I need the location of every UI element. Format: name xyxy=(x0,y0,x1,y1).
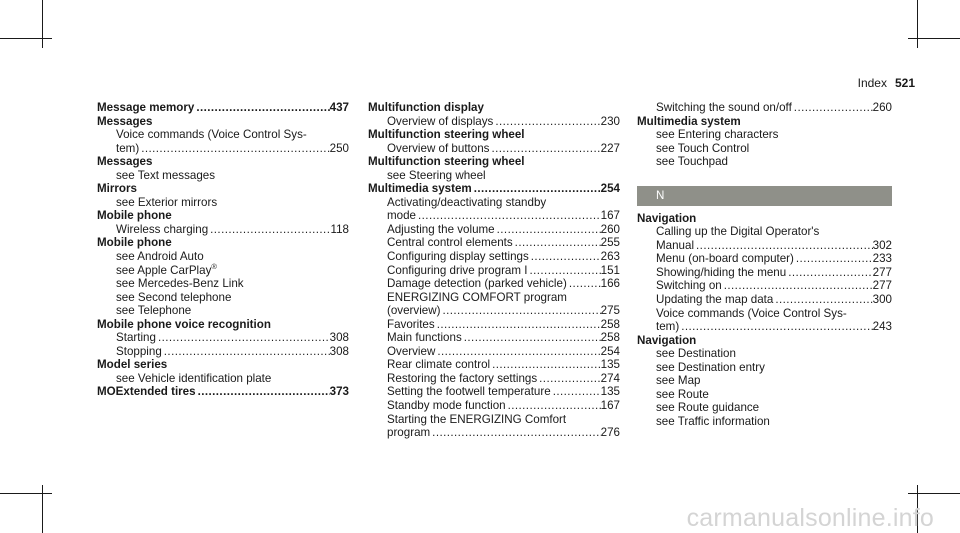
see-reference: see Map xyxy=(656,374,701,388)
index-subentry: program . . . 276 xyxy=(368,426,620,440)
index-heading: Model series xyxy=(97,358,168,372)
index-subentry: Overview of buttons . . . 227 xyxy=(368,142,620,156)
see-reference: see Touchpad xyxy=(656,155,728,169)
see-reference: see Touch Control xyxy=(656,141,750,155)
index-subentry: Updating the map data . . . 300 xyxy=(637,293,892,307)
crop-mark xyxy=(917,0,918,48)
index-heading: Multifunction steering wheel xyxy=(368,128,525,142)
see-reference: see Vehicle identification plate xyxy=(116,371,272,385)
index-heading: Mobile phone xyxy=(97,209,172,223)
index-subentry: Calling up the Digital Operator's xyxy=(656,225,820,239)
index-subentry: Configuring display settings . . . 263 xyxy=(368,250,620,264)
crop-mark xyxy=(908,38,960,39)
index-heading: Navigation xyxy=(637,211,697,225)
see-reference: see Apple CarPlay® xyxy=(116,261,217,277)
index-subentry: Activating/deactivating standby xyxy=(387,195,547,209)
index-subentry: Wireless charging . . . 118 xyxy=(97,223,349,237)
see-reference: see Steering wheel xyxy=(387,168,486,182)
index-subentry: Starting the ENERGIZING Comfort xyxy=(387,412,567,426)
index-subentry: Starting . . . 308 xyxy=(97,331,349,345)
index-subentry: Manual . . . 302 xyxy=(637,239,892,253)
see-reference: see Telephone xyxy=(116,304,192,318)
index-subentry: Central control elements . . . 255 xyxy=(368,236,620,250)
index-entry: MOExtended tires . . . 373 xyxy=(97,385,349,399)
index-heading: Messages xyxy=(97,114,153,128)
index-heading: Mirrors xyxy=(97,182,137,196)
index-subentry: Rear climate control . . . 135 xyxy=(368,358,620,372)
index-subentry: Voice commands (Voice Control Sys- xyxy=(656,306,847,320)
crop-mark xyxy=(42,0,43,48)
index-heading: Mobile phone xyxy=(97,236,172,250)
index-subentry: ENERGIZING COMFORT program xyxy=(387,290,567,304)
index-heading: Messages xyxy=(97,155,153,169)
registered-mark: ® xyxy=(211,261,217,271)
index-heading: Multifunction display xyxy=(368,101,484,114)
see-reference: see Second telephone xyxy=(116,290,232,304)
index-subentry: Showing/hiding the menu . . . 277 xyxy=(637,266,892,280)
index-column-2 xyxy=(368,101,620,440)
index-column-1 xyxy=(97,101,349,399)
index-subentry: Standby mode function . . . 167 xyxy=(368,399,620,413)
see-reference: see Text messages xyxy=(116,168,216,182)
crop-mark xyxy=(908,493,960,494)
index-subentry: tem) . . . 243 xyxy=(637,320,892,334)
index-entry: Message memory . . . 437 xyxy=(97,101,349,115)
index-heading: Multimedia system xyxy=(637,114,741,128)
index-column-3 xyxy=(637,101,892,428)
see-reference: see Entering characters xyxy=(656,128,779,142)
see-reference: see Android Auto xyxy=(116,250,204,264)
index-subentry: Favorites . . . 258 xyxy=(368,318,620,332)
index-subentry: Main functions . . . 258 xyxy=(368,331,620,345)
crop-mark xyxy=(0,38,52,39)
index-heading: Navigation xyxy=(637,333,697,347)
section-title: Index xyxy=(857,76,887,90)
see-reference: see Destination xyxy=(656,347,736,361)
index-subentry: Menu (on-board computer) . . . 233 xyxy=(637,252,892,266)
index-subentry: tem) . . . 250 xyxy=(97,142,349,156)
see-reference: see Route guidance xyxy=(656,401,760,415)
see-reference: see Destination entry xyxy=(656,360,765,374)
index-subentry: Overview of displays . . . 230 xyxy=(368,115,620,129)
index-subentry: mode . . . 167 xyxy=(368,209,620,223)
see-reference: see Route xyxy=(656,387,709,401)
index-heading: Mobile phone voice recognition xyxy=(97,317,271,331)
page-header xyxy=(858,76,915,90)
letter-band: N xyxy=(637,186,892,206)
watermark: carmanualsonline.info xyxy=(686,504,934,532)
see-reference: see Exterior mirrors xyxy=(116,195,218,209)
index-subentry: Configuring drive program I . . . 151 xyxy=(368,264,620,278)
index-subentry: (overview) . . . 275 xyxy=(368,304,620,318)
index-subentry: Restoring the factory settings . . . 274 xyxy=(368,372,620,386)
index-entry: Multimedia system . . . 254 xyxy=(368,182,620,196)
index-subentry: Damage detection (parked vehicle) . . . 166 xyxy=(368,277,620,291)
crop-mark xyxy=(0,493,52,494)
see-reference: see Mercedes-Benz Link xyxy=(116,277,244,291)
see-reference: see Traffic information xyxy=(656,414,770,428)
index-subentry: Adjusting the volume . . . 260 xyxy=(368,223,620,237)
index-subentry: Switching the sound on/off . . . 260 xyxy=(637,101,892,115)
index-heading: Multifunction steering wheel xyxy=(368,155,525,169)
page-number: 521 xyxy=(894,76,915,90)
index-subentry: Voice commands (Voice Control Sys- xyxy=(116,128,307,142)
index-subentry: Stopping . . . 308 xyxy=(97,345,349,359)
index-subentry: Overview . . . 254 xyxy=(368,345,620,359)
index-subentry: Setting the footwell temperature . . . 135 xyxy=(368,385,620,399)
index-subentry: Switching on . . . 277 xyxy=(637,279,892,293)
